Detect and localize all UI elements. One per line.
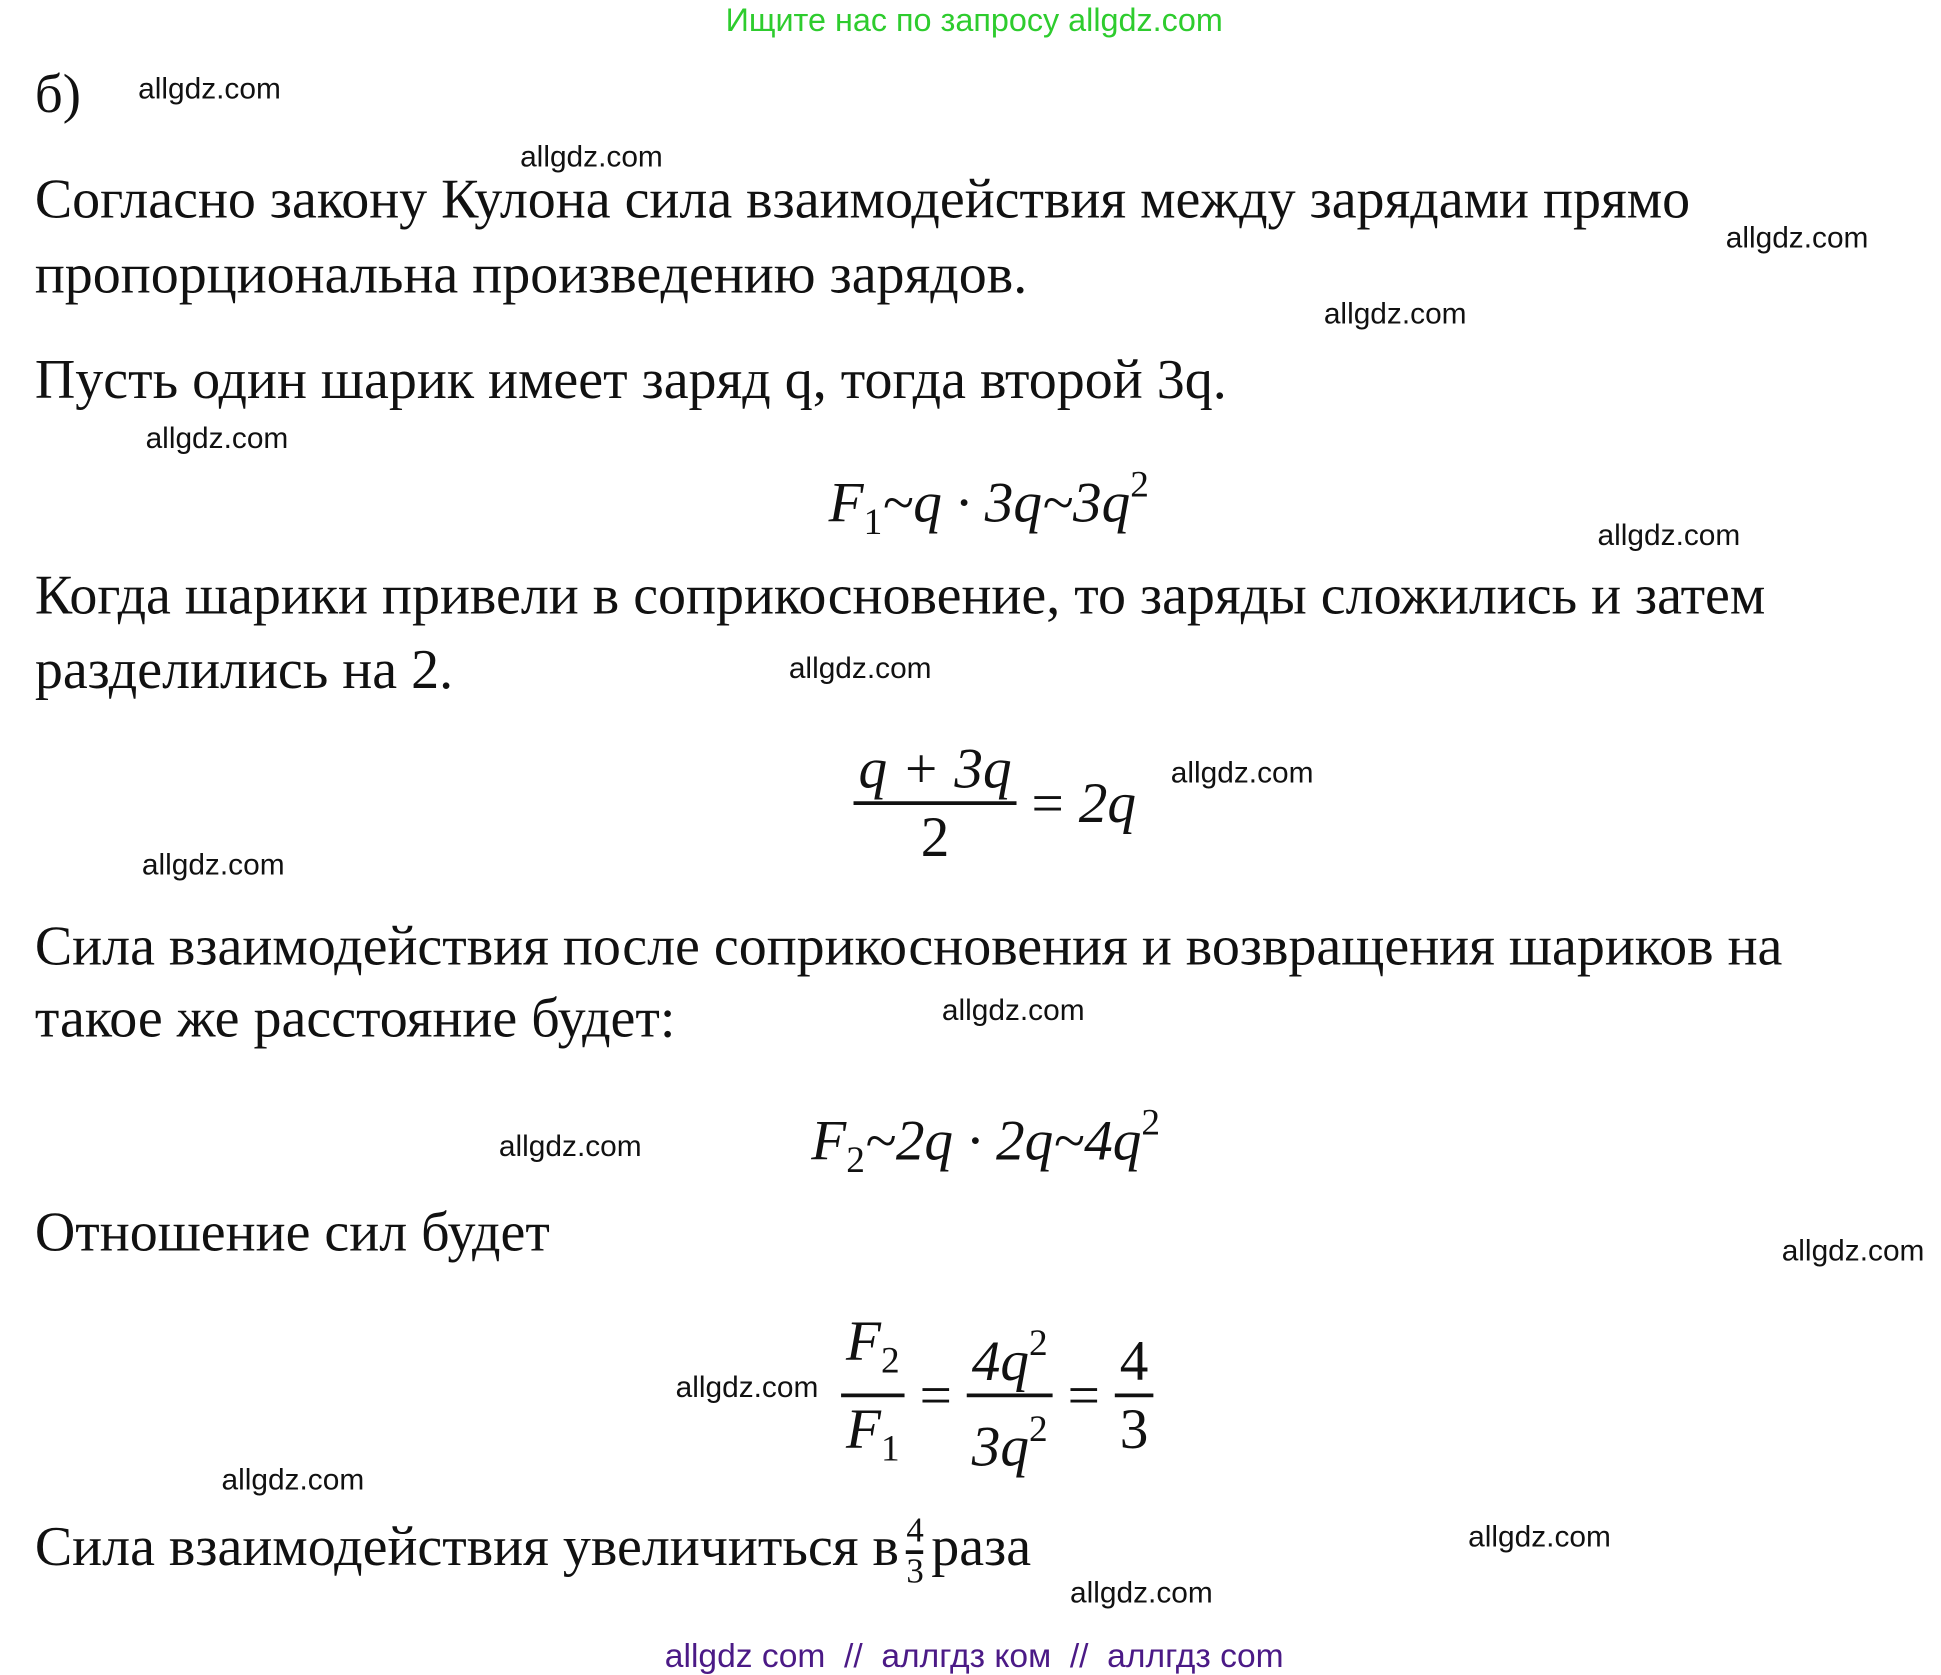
watermark: allgdz.com	[941, 994, 1085, 1028]
formula-ratio	[841, 1309, 1153, 1482]
formula-f2	[811, 1095, 1160, 1190]
f1-body: ~q · 3q~3q	[882, 470, 1131, 534]
f2-sup: 2	[1141, 1102, 1161, 1144]
watermark: allgdz.com	[498, 1129, 642, 1164]
watermark: allgdz.com	[138, 72, 281, 106]
watermark: allgdz.com	[1323, 297, 1467, 331]
watermark: allgdz.com	[788, 651, 932, 686]
footer-links: allgdz com // аллгдз ком // аллгдз com	[664, 1637, 1284, 1675]
watermark: allgdz.com	[221, 1463, 365, 1497]
f2-sub: 2	[846, 1139, 865, 1181]
watermark: allgdz.com	[141, 848, 285, 883]
equals-sign: =	[1067, 1363, 1100, 1427]
equals-sign: =	[1031, 770, 1064, 835]
paragraph-charges: Пусть один шарик имеет заряд q, тогда второй 3q.	[34, 348, 1227, 411]
watermark: allgdz.com	[1070, 1576, 1213, 1610]
ratio-f-fraction	[841, 1309, 905, 1482]
conclusion-den: 3	[906, 1552, 924, 1592]
ratio-num-f: F	[846, 1308, 882, 1373]
problem-label: б)	[34, 63, 81, 125]
ratio-q-fraction	[967, 1311, 1053, 1479]
watermark: allgdz.com	[1725, 221, 1869, 256]
f1-sub: 1	[863, 501, 883, 543]
paragraph-coulomb-2: пропорциональна произведению зарядов.	[34, 242, 1028, 305]
watermark: allgdz.com	[1781, 1234, 1925, 1268]
f2-body: ~2q · 2q~4q	[864, 1108, 1142, 1173]
promo-header: Ищите нас по запросу allgdz.com	[725, 1, 1223, 39]
ratio-mid-den-sup: 2	[1029, 1408, 1048, 1450]
conclusion	[35, 1513, 1031, 1591]
ratio-result-fraction	[1115, 1329, 1154, 1462]
equals-sign: =	[919, 1363, 952, 1427]
ratio-mid-num: 4q	[971, 1328, 1030, 1393]
avg-result: 2q	[1078, 770, 1136, 835]
conclusion-suffix: раза	[931, 1515, 1032, 1578]
paragraph-ratio: Отношение сил будет	[34, 1200, 550, 1263]
watermark: allgdz.com	[520, 140, 663, 175]
paragraph-after-1: Сила взаимодействия после соприкосновения и возвращения шариков на	[34, 914, 1783, 977]
avg-denominator: 2	[920, 804, 950, 869]
f2-symbol: F	[811, 1108, 847, 1173]
avg-numerator: q + 3q	[858, 736, 1012, 801]
f1-symbol: F	[828, 470, 864, 534]
conclusion-prefix: Сила взаимодействия увеличиться в	[34, 1515, 899, 1578]
avg-fraction	[854, 737, 1017, 870]
f1-sup: 2	[1130, 464, 1149, 506]
formula-average-charge	[854, 737, 1136, 870]
ratio-mid-den: 3q	[971, 1414, 1030, 1479]
ratio-result-den: 3	[1119, 1397, 1149, 1461]
conclusion-num: 4	[906, 1511, 924, 1551]
paragraph-contact-1: Когда шарики привели в соприкосновение, то заряды сложились и затем	[34, 563, 1766, 626]
paragraph-after-2: такое же расстояние будет:	[34, 986, 676, 1049]
ratio-result-num: 4	[1119, 1328, 1149, 1393]
ratio-num-sub: 2	[881, 1340, 900, 1382]
watermark: allgdz.com	[1170, 756, 1314, 791]
formula-f1	[829, 457, 1149, 552]
conclusion-fraction	[906, 1513, 923, 1591]
paragraph-coulomb-1: Согласно закону Кулона сила взаимодействия между зарядами прямо	[34, 167, 1691, 231]
ratio-den-f: F	[846, 1397, 882, 1461]
watermark: allgdz.com	[1468, 1520, 1611, 1555]
watermark: allgdz.com	[145, 421, 289, 456]
ratio-mid-num-sup: 2	[1029, 1322, 1048, 1364]
ratio-den-sub: 1	[881, 1428, 900, 1470]
paragraph-contact-2: разделились на 2.	[34, 638, 454, 701]
watermark: allgdz.com	[675, 1371, 819, 1405]
watermark: allgdz.com	[1597, 518, 1741, 553]
